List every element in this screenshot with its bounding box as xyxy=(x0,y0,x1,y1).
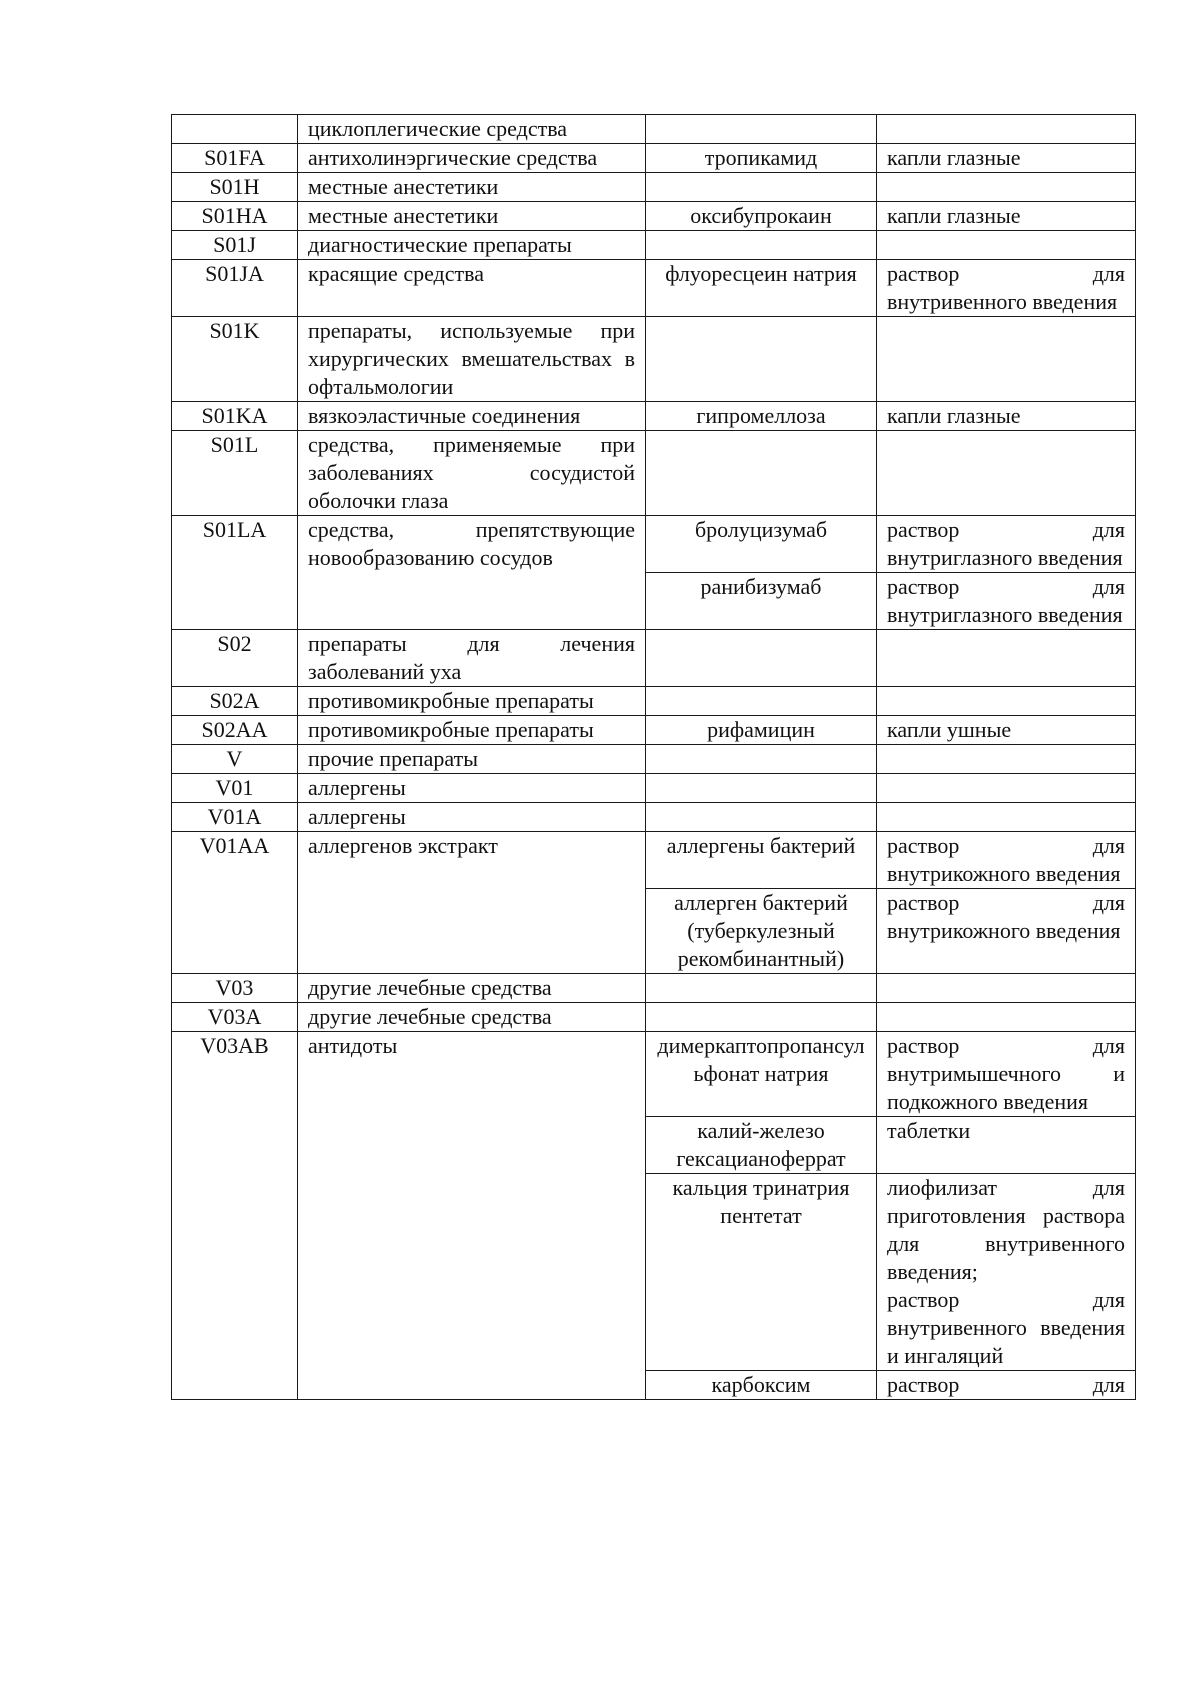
drug-cell xyxy=(646,431,877,516)
dosage-form-cell xyxy=(877,803,1136,832)
atc-code-cell: V01 xyxy=(172,774,298,803)
dosage-form-cell: раствор для внутрикожного введения xyxy=(877,832,1136,889)
table-row xyxy=(172,317,1136,402)
atc-code-cell: S02A xyxy=(172,687,298,716)
drug-cell: флуоресцеин натрия xyxy=(646,260,877,317)
table-row xyxy=(172,1003,1136,1032)
table-row xyxy=(172,745,1136,774)
group-cell: аллергены xyxy=(298,803,646,832)
drug-cell: рифамицин xyxy=(646,716,877,745)
dosage-form-cell xyxy=(877,1003,1136,1032)
dosage-form-cell: капли глазные xyxy=(877,144,1136,173)
dosage-form-cell: раствор для внутрикожного введения xyxy=(877,889,1136,974)
dosage-form-cell xyxy=(877,431,1136,516)
group-cell: другие лечебные средства xyxy=(298,974,646,1003)
table-row xyxy=(172,144,1136,173)
atc-code-cell: S01J xyxy=(172,231,298,260)
dosage-form-cell: таблетки xyxy=(877,1117,1136,1174)
group-cell: средства, применяемые при заболеваниях сосудистой оболочки глаза xyxy=(298,431,646,516)
drug-cell: оксибупрокаин xyxy=(646,202,877,231)
dosage-form-cell xyxy=(877,173,1136,202)
table-row xyxy=(172,974,1136,1003)
dosage-form-cell xyxy=(877,630,1136,687)
table-row xyxy=(172,630,1136,687)
drug-classification-table xyxy=(171,114,1136,1400)
group-cell: аллергенов экстракт xyxy=(298,832,646,974)
table-row xyxy=(172,431,1136,516)
drug-cell: калий-железо гексацианоферрат xyxy=(646,1117,877,1174)
atc-code-cell xyxy=(172,115,298,144)
dosage-form-cell: раствор для внутриглазного введения xyxy=(877,573,1136,630)
group-cell: красящие средства xyxy=(298,260,646,317)
drug-cell xyxy=(646,173,877,202)
dosage-form-cell: раствор для xyxy=(877,1371,1136,1400)
drug-cell xyxy=(646,1003,877,1032)
table-row xyxy=(172,832,1136,889)
dosage-form-cell: лиофилизат для приготовления раствора для внутривенного введения; раствор для внутривенного введения и ингаляций xyxy=(877,1174,1136,1371)
group-cell: диагностические препараты xyxy=(298,231,646,260)
table-row xyxy=(172,716,1136,745)
drug-cell xyxy=(646,115,877,144)
group-cell: другие лечебные средства xyxy=(298,1003,646,1032)
atc-code-cell: S01FA xyxy=(172,144,298,173)
atc-code-cell: V xyxy=(172,745,298,774)
atc-code-cell: V01A xyxy=(172,803,298,832)
dosage-form-cell: капли глазные xyxy=(877,202,1136,231)
atc-code-cell: V03AB xyxy=(172,1032,298,1400)
atc-code-cell: S02 xyxy=(172,630,298,687)
table-row xyxy=(172,774,1136,803)
group-cell: местные анестетики xyxy=(298,173,646,202)
atc-code-cell: V03 xyxy=(172,974,298,1003)
table-row xyxy=(172,115,1136,144)
drug-cell: гипромеллоза xyxy=(646,402,877,431)
dosage-form-cell xyxy=(877,974,1136,1003)
drug-cell: кальция тринатрия пентетат xyxy=(646,1174,877,1371)
atc-code-cell: S01K xyxy=(172,317,298,402)
table-row xyxy=(172,202,1136,231)
dosage-form-cell xyxy=(877,687,1136,716)
drug-cell: бролуцизумаб xyxy=(646,516,877,573)
atc-code-cell: S01LA xyxy=(172,516,298,630)
dosage-form-cell: раствор для внутривенного введения xyxy=(877,260,1136,317)
group-cell: вязкоэластичные соединения xyxy=(298,402,646,431)
group-cell: циклоплегические средства xyxy=(298,115,646,144)
drug-cell xyxy=(646,803,877,832)
dosage-form-cell xyxy=(877,231,1136,260)
atc-code-cell: V03A xyxy=(172,1003,298,1032)
drug-cell xyxy=(646,745,877,774)
atc-code-cell: V01AA xyxy=(172,832,298,974)
group-cell: прочие препараты xyxy=(298,745,646,774)
table-row xyxy=(172,803,1136,832)
table-row xyxy=(172,231,1136,260)
group-cell: противомикробные препараты xyxy=(298,687,646,716)
table-row xyxy=(172,516,1136,573)
group-cell: препараты, используемые при хирургических вмешательствах в офтальмологии xyxy=(298,317,646,402)
drug-cell xyxy=(646,974,877,1003)
drug-cell: аллерген бактерий (туберкулезный рекомбинантный) xyxy=(646,889,877,974)
atc-code-cell: S01KA xyxy=(172,402,298,431)
atc-code-cell: S02AA xyxy=(172,716,298,745)
group-cell: местные анестетики xyxy=(298,202,646,231)
dosage-form-cell: капли глазные xyxy=(877,402,1136,431)
dosage-form-cell xyxy=(877,745,1136,774)
dosage-form-cell xyxy=(877,115,1136,144)
drug-cell xyxy=(646,687,877,716)
drug-cell: карбоксим xyxy=(646,1371,877,1400)
dosage-form-cell xyxy=(877,774,1136,803)
table-row xyxy=(172,1032,1136,1117)
table-row xyxy=(172,402,1136,431)
atc-code-cell: S01H xyxy=(172,173,298,202)
atc-code-cell: S01HA xyxy=(172,202,298,231)
drug-cell: ранибизумаб xyxy=(646,573,877,630)
group-cell: антидоты xyxy=(298,1032,646,1400)
group-cell: антихолинэргические средства xyxy=(298,144,646,173)
table-row xyxy=(172,260,1136,317)
group-cell: препараты для лечения заболеваний уха xyxy=(298,630,646,687)
drug-cell: димеркаптопропансульфонат натрия xyxy=(646,1032,877,1117)
drug-cell: аллергены бактерий xyxy=(646,832,877,889)
group-cell: средства, препятствующие новообразованию сосудов xyxy=(298,516,646,630)
dosage-form-cell: капли ушные xyxy=(877,716,1136,745)
dosage-form-cell: раствор для внутримышечного и подкожного введения xyxy=(877,1032,1136,1117)
drug-cell xyxy=(646,317,877,402)
drug-cell: тропикамид xyxy=(646,144,877,173)
group-cell: противомикробные препараты xyxy=(298,716,646,745)
drug-cell xyxy=(646,231,877,260)
table-row xyxy=(172,173,1136,202)
dosage-form-cell: раствор для внутриглазного введения xyxy=(877,516,1136,573)
atc-code-cell: S01L xyxy=(172,431,298,516)
drug-cell xyxy=(646,774,877,803)
table-row xyxy=(172,687,1136,716)
atc-code-cell: S01JA xyxy=(172,260,298,317)
drug-cell xyxy=(646,630,877,687)
group-cell: аллергены xyxy=(298,774,646,803)
dosage-form-cell xyxy=(877,317,1136,402)
